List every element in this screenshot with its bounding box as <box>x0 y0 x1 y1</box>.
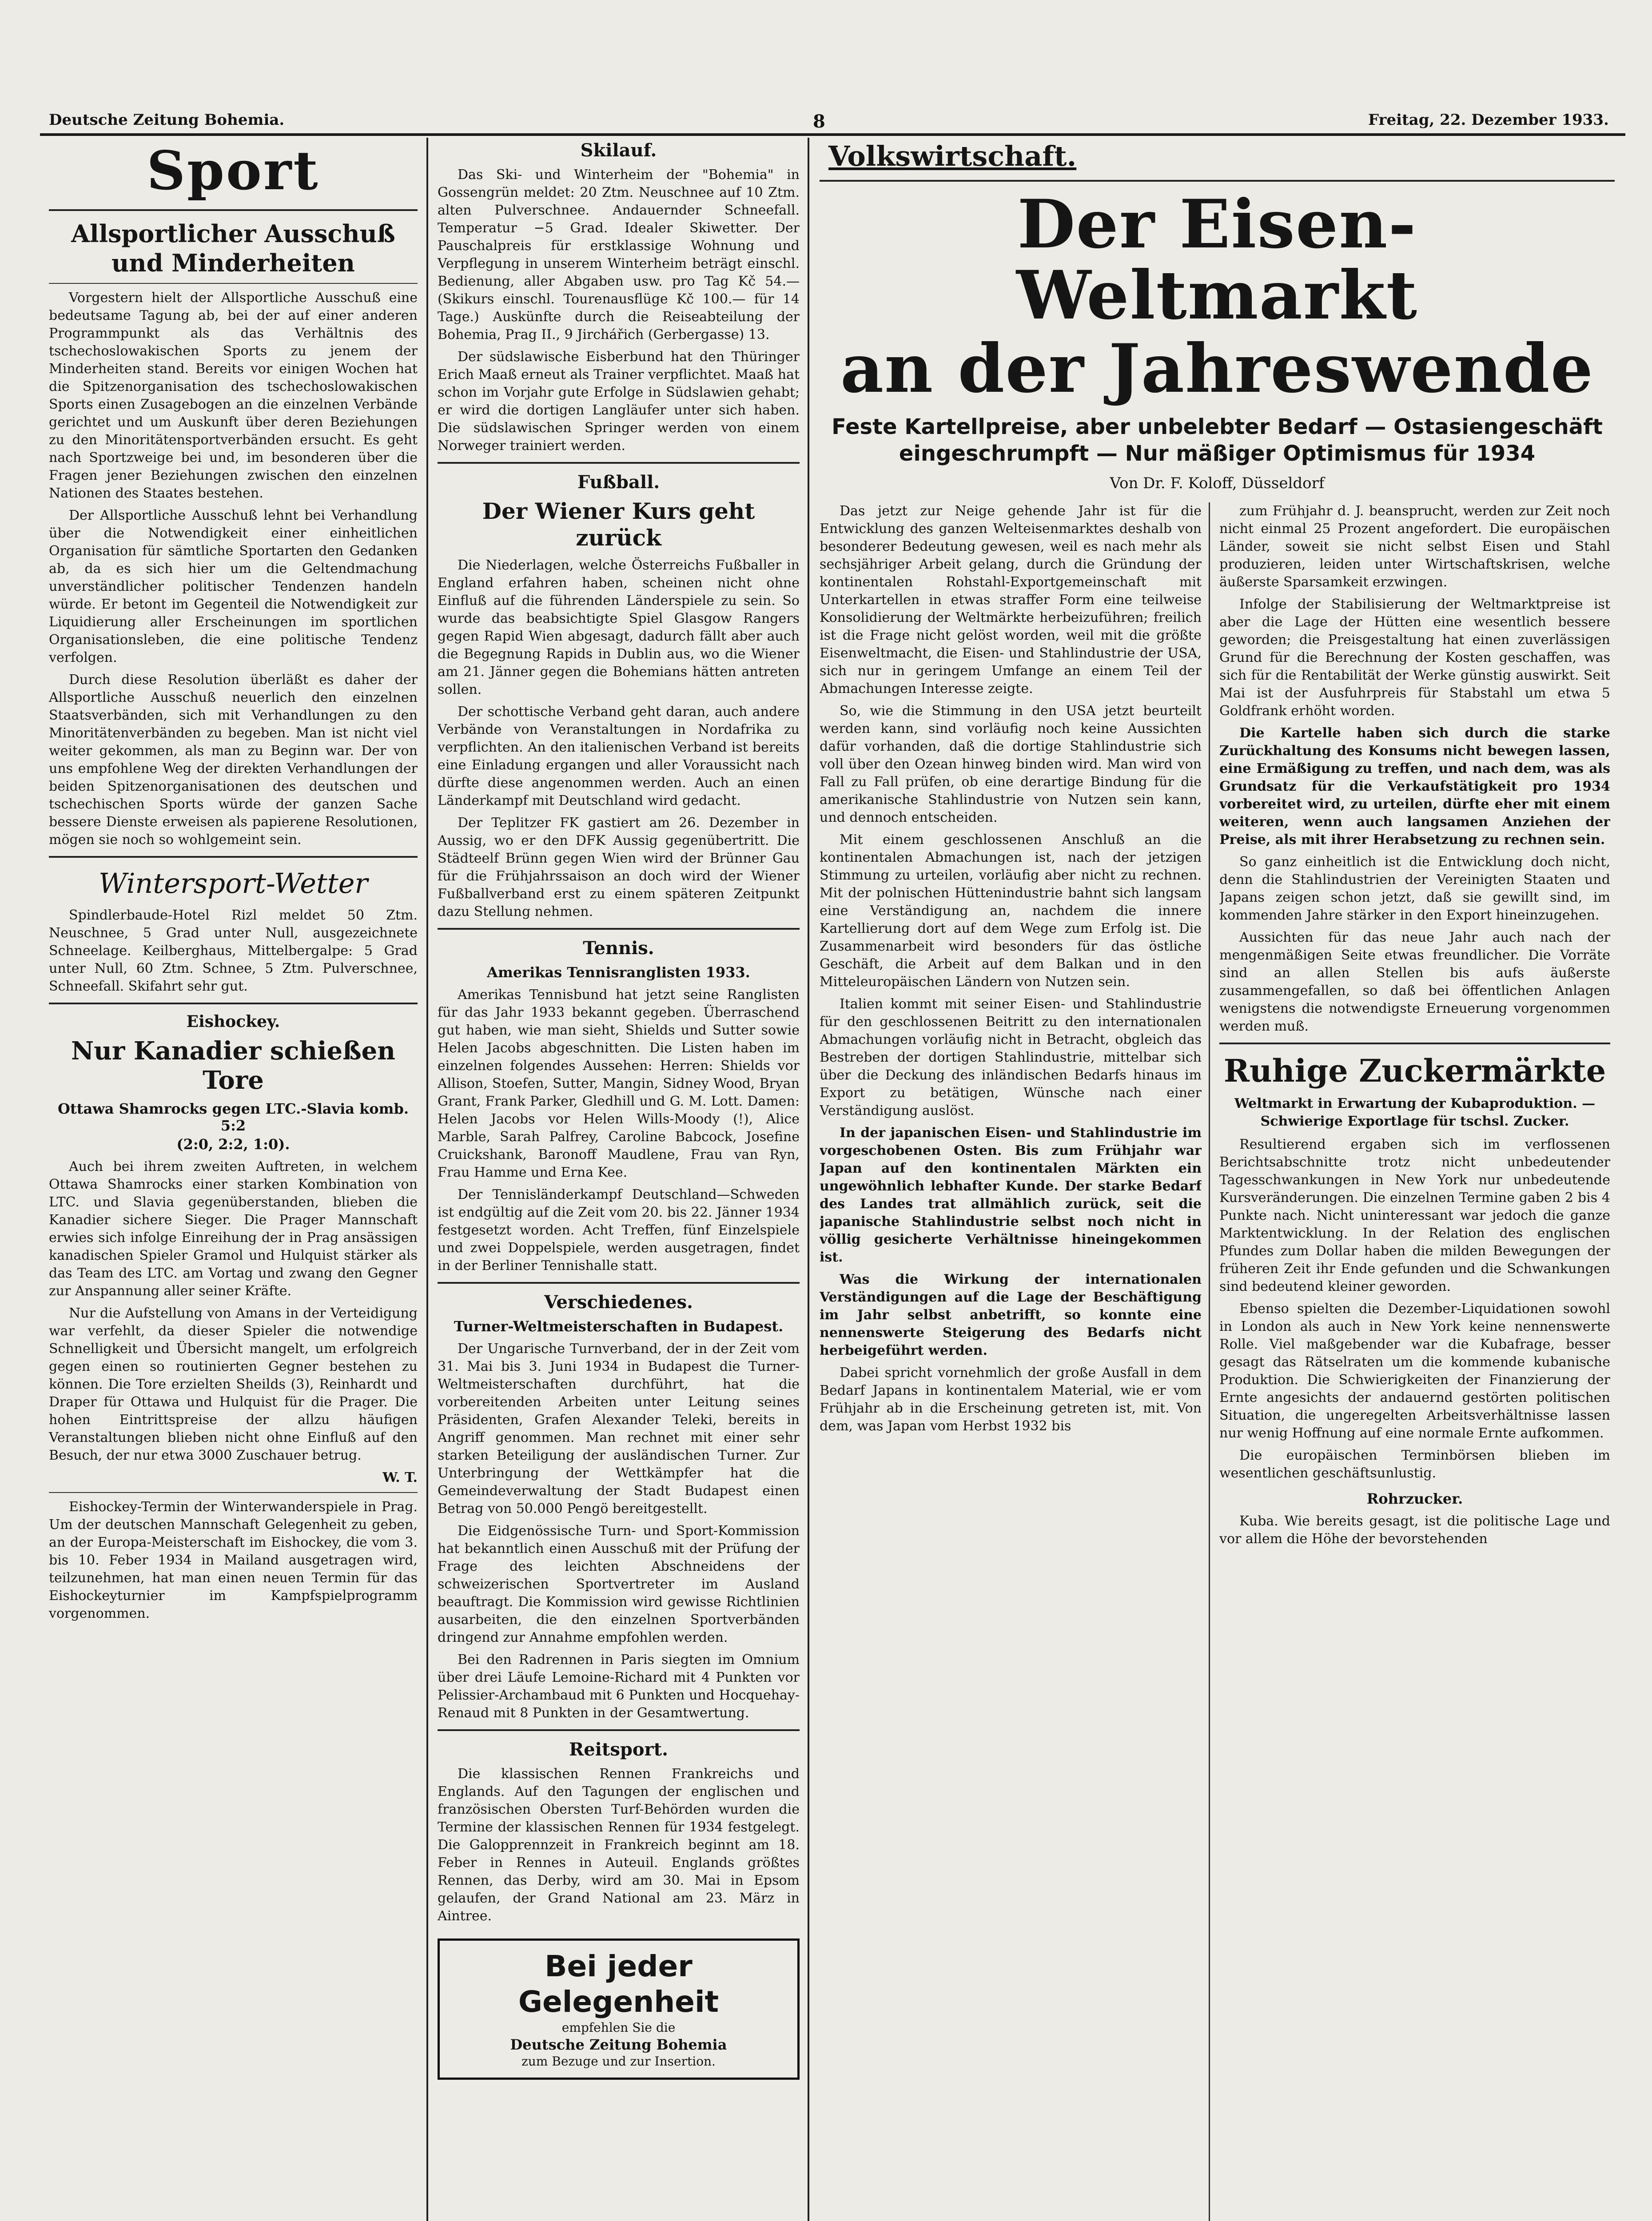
main-headline-line2: an der Jahreswende <box>840 330 1594 408</box>
article-paragraph: Die Kartelle haben sich durch die starke Zurückhaltung des Konsums nicht bewegen lassen, eine Ermäßigung zu treffen, und nach dem, was als Grundsatz für die Verkaufstätigkeit pro 1934 vorbereitet wird, zu urteilen, dürfte eher mit einem weiteren, wenn auch langsamen Anziehen der Preise, als mit ihrer Herabsetzung zu rechnen sein. <box>1219 725 1610 848</box>
paper-name-header: Deutsche Zeitung Bohemia. <box>49 111 285 129</box>
ad-headline: Bei jeder Gelegenheit <box>518 1949 719 2019</box>
divider <box>438 462 800 464</box>
divider <box>49 209 418 211</box>
economy-columns <box>820 502 1615 2221</box>
eishockey-termin: Eishockey-Termin der Winterwanderspiele in Prag. Um der deutschen Mannschaft Gelegenheit zu geben, an der Europa-Meisterschaft im Eishockey, die vom 3. bis 10. Feber 1934 in Mailand ausgetragen wird, teilzunehmen, hat man einen neuen Termin für das Eishockeyturnier im Kampfspielprogramm vorgenommen. <box>49 1499 418 1621</box>
article-paragraph: So ganz einheitlich ist die Entwicklung doch nicht, denn die Stahlindustrien der Vereinigten Staaten und Japans zeigen schon jetzt, daß sie gewillt sind, im kommenden Jahre stärker in den Export hineinzugehen. <box>1219 854 1610 923</box>
column-rule-1 <box>426 138 428 2221</box>
article-paragraph: So, wie die Stimmung in den USA jetzt beurteilt werden kann, sind vorläufig noch keine Aussichten dafür vorhanden, daß die dortige Stahlindustrie sich voll über den Ozean hinweg binden wird. Man wird von Fall zu Fall prüfen, ob eine derartige Bindung für die amerikanische Stahlindustrie von Nutzen sein kann, und dennoch entscheiden. <box>820 703 1202 825</box>
divider <box>820 180 1615 182</box>
article-signature: W. T. <box>382 1470 418 1485</box>
economy-section-title: Volkswirtschaft. <box>828 140 1077 172</box>
article-paragraph: Die europäischen Terminbörsen blieben im wesentlichen geschäftsunlustig. <box>1219 1448 1610 1481</box>
fussball-title: Fußball. <box>577 472 660 493</box>
article-paragraph: Das Ski- und Winterheim der "Bohemia" in Gossengrün meldet: 20 Ztm. Neuschnee auf 10 Ztm. alten Pulverschnee. Andauernder Schneefall. Temperatur −5 Grad. Idealer Skiwetter. Der Pauschalpreis für erstklassige Wohnung und Verpflegung in unserem Winterheim beträgt einschl. Bedienung, aller Abgaben usw. pro Tag Kč 54.— (Skikurs einschl. Tourenausflüge Kč 100.— für 14 Tage.) Auskünfte durch die Reiseabteilung der Bohemia, Prag II., 9 Jirchářich (Gerbergasse) 13. <box>438 167 800 342</box>
economy-subcolumn-1 <box>820 502 1202 2221</box>
ad-line: empfehlen Sie die <box>561 2020 676 2035</box>
page-number: 8 <box>813 111 825 132</box>
zucker-headline: Ruhige Zuckermärkte <box>1223 1052 1606 1089</box>
sport-section-title: Sport <box>147 139 320 202</box>
article-paragraph: Was die Wirkung der internationalen Verständigungen auf die Lage der Beschäftigung im Jahr selbst anbetrifft, so konnte eine nennenswerte Steigerung des Bedarfs nicht herbeigeführt werden. <box>820 1272 1202 1358</box>
tennis-title: Tennis. <box>583 938 654 959</box>
article-headline-ausschuss: Allsportlicher Ausschuß und Minderheiten <box>71 219 395 277</box>
column-rule-2 <box>808 138 809 2221</box>
sport-column-2 <box>438 140 800 2080</box>
eishockey-subline: Ottawa Shamrocks gegen LTC.-Slavia komb. 5:2 <box>58 1100 409 1134</box>
article-paragraph: Italien kommt mit seiner Eisen- und Stahlindustrie für den geschlossenen Beitritt zu den internationalen Abmachungen vorläufig nicht in Betracht, obgleich das Bestreben der dortigen Stahlindustrie, mittelbar sich über die Deckung des inländischen Bedarfs hinaus im Export zu betätigen, Wünsche nach einer Verständigung auslöst. <box>820 996 1202 1118</box>
tennis-headline: Amerikas Tennisranglisten 1933. <box>487 964 750 981</box>
header-rule <box>40 133 1625 136</box>
article-paragraph: In der japanischen Eisen- und Stahlindustrie im vorgeschobenen Osten. Bis zum Frühjahr war Japan auf den kontinentalen Märkten ein ungewöhnlich lebhafter Kunde. Der starke Bedarf des Landes trat allmählich zurück, seit die japanische Stahlindustrie selbst noch nicht in völlig gesicherte Verhältnisse hineingekommen ist. <box>820 1125 1202 1265</box>
article-paragraph: Die Eidgenössische Turn- und Sport-Kommission hat bekanntlich einen Ausschuß mit der Prüfung der Frage des leichten Abschneidens der schweizerischen Sportvertreter im Ausland beauftragt. Die Kommission wird gewisse Richtlinien ausarbeiten, die den einzelnen Sportverbänden dringend zur Annahme empfohlen werden. <box>438 1523 800 1645</box>
article-paragraph: Kuba. Wie bereits gesagt, ist die politische Lage und vor allem die Höhe der bevorstehenden <box>1219 1513 1610 1547</box>
eishockey-label: Eishockey. <box>186 1012 280 1031</box>
advertisement-box <box>438 1938 800 2080</box>
article-paragraph: Die Niederlagen, welche Österreichs Fußballer in England erfahren haben, scheinen nicht ohne Einfluß auf die führenden Länderspiele zu sein. So wurde das beabsichtigte Spiel Glasgow Rangers gegen Rapid Wien abgesagt, dadurch fällt aber auch die Begegnung Rapids in Dublin aus, wo die Wiener am 21. Jänner gegen die Bohemians hätten antreten sollen. <box>438 557 800 697</box>
article-paragraph: Der Ungarische Turnverband, der in der Zeit vom 31. Mai bis 3. Juni 1934 in Budapest die Turner-Weltmeisterschaften durchführt, hat die vorbereitenden Arbeiten unter Leitung seines Präsidenten, Grafen Alexander Teleki, bereits in Angriff genommen. Man rechnet mit einer sehr starken Beteiligung der ausländischen Turner. Zur Unterbringung der Wettkämpfer hat die Gemeindeverwaltung der Stadt Budapest einen Betrag von 50.000 Pengö bereitgestellt. <box>438 1341 800 1516</box>
article-paragraph: Amerikas Tennisbund hat jetzt seine Ranglisten für das Jahr 1933 bekannt gegeben. Überraschend gut haben, wie man sieht, Shields und Sutter sowie Helen Jacobs abgeschnitten. Die Listen haben im einzelnen folgendes Aussehen: Herren: Shields vor Allison, Stoefen, Sutter, Mangin, Sidney Wood, Bryan Grant, Frank Parker, Gledhill und G. M. Lott. Damen: Helen Jacobs vor Helen Wills-Moody (!), Alice Marble, Sarah Palfrey, Caroline Babcock, Josefine Cruickshank, Baronoff Maudlene, Frau van Ryn, Frau Hamme und Erna Kee. <box>438 987 800 1180</box>
article-paragraph: Dabei spricht vornehmlich der große Ausfall in dem Bedarf Japans in kontinentalem Material, wie er vom Frühjahr ab in die Erscheinung getreten ist, mit. Von dem, was Japan vom Herbst 1932 bis <box>820 1365 1202 1434</box>
article-paragraph: Der südslawische Eisberbund hat den Thüringer Erich Maaß erneut als Trainer verpflichtet. Maaß hat schon im Vorjahr gute Erfolge in Südslawien gehabt; er wird die dortigen Langläufer unter sich haben. Die südslawischen Springer werden von einem Norweger trainiert werden. <box>438 349 800 454</box>
divider <box>49 1492 418 1493</box>
article-paragraph: zum Frühjahr d. J. beansprucht, werden zur Zeit noch nicht einmal 25 Prozent angefordert. Die europäischen Länder, soweit sie nicht selbst Eisen und Stahl produzieren, leiden unter Wirtschaftskrisen, welche äußerste Sparsamkeit erzwingen. <box>1219 503 1610 590</box>
divider <box>49 283 418 284</box>
sport-column <box>49 140 418 1627</box>
divider <box>49 1003 418 1004</box>
article-paragraph: Infolge der Stabilisierung der Weltmarktpreise ist aber die Lage der Hütten eine wesentlich bessere geworden; die Preisgestaltung hat einen zuverlässigen Grund für die Berechnung der Kosten geschaffen, was sich für die Rentabilität der Werke günstig auswirkt. Seit Mai ist der Ausfuhrpreis für Stabstahl um etwa 5 Goldfrank erhöht worden. <box>1219 597 1610 719</box>
article-paragraph: Mit einem geschlossenen Anschluß an die kontinentalen Abmachungen ist, nach der jetzigen Stimmung zu urteilen, vorläufig aber nicht zu rechnen. Mit der polnischen Hüttenindustrie bahnt sich langsam eine Verständigung an, nachdem die innere Kartellierung dort auf dem Wege zum Erfolg ist. Die Zusammenarbeit wird besonders für das östliche Geschäft, die Arbeit auf dem Balkan und in den Mitteleuropäischen Ländern von Nutzen sein. <box>820 832 1202 990</box>
article-paragraph: Durch diese Resolution überläßt es daher der Allsportliche Ausschuß neuerlich den einzelnen Staatsverbänden, sich mit Verhandlungen zu den Minoritätenverbänden zu begeben. Man ist nicht viel weiter gekommen, als man zu Beginn war. Der von uns empfohlene Weg der direkten Verhandlungen der beiden Spitzenorganisationen des deutschen und tschechischen Sports würde der ganzen Sache bessere Dienste erweisen als papierene Resolutionen, mögen sie noch so wohlgemeint sein. <box>49 672 418 848</box>
article-paragraph: Das jetzt zur Neige gehende Jahr ist für die Entwicklung des ganzen Welteisenmarktes deshalb von besonderer Bedeutung gewesen, weil es nach mehr als sechsjähriger Arbeit gelang, durch die Gründung der kontinentalen Rohstahl-Exportgemeinschaft mit Unterkartellen in etwas straffer Form eine teilweise Konsolidierung der Weltmärkte herbeizuführen; freilich ist die Frage nicht gelöst worden, weil mit die größte Eisenweltmacht, die Eisen- und Stahlindustrie der USA, sich nur in geringem Umfange an einem Teil der Abmachungen Interesse zeigte. <box>820 503 1202 697</box>
economy-subcolumn-2 <box>1219 502 1610 2221</box>
divider <box>438 928 800 930</box>
divider <box>438 1729 800 1731</box>
article-paragraph: Der Allsportliche Ausschuß lehnt bei Verhandlung über die Notwendigkeit einer einheitlichen Organisation für sämtliche Sportarten den Gedanken ab, da es sich hier um die Geltendmachung unverständlicher politischer Tendenzen handeln würde. Er betont im Gegenteil die Notwendigkeit zur Liquidierung aller Erscheinungen im sportlichen Organisationsleben, die eine politische Tendenz verfolgen. <box>49 508 418 665</box>
wintersport-wetter-title: Wintersport-Wetter <box>98 867 368 900</box>
subheadline-line2: eingeschrumpft — Nur mäßiger Optimismus für 1934 <box>899 441 1536 466</box>
article-paragraph: Auch bei ihrem zweiten Auftreten, in welchem Ottawa Shamrocks einer starken Kombination von LTC. und Slavia gegenüberstanden, blieben die Kanadier sichere Sieger. Die Prager Mannschaft erwies sich infolge Einreihung der in Prag ansässigen kanadischen Spieler Gramol und Hulquist stärker als das Team des LTC. am Vortag und zwang den Gegner zur Anspannung aller seiner Kräfte. <box>49 1159 418 1299</box>
article-paragraph: Aussichten für das neue Jahr auch nach der mengenmäßigen Seite etwas freundlicher. Die Vorräte sind an allen Stellen bis aufs äußerste zusammengefallen, so daß bei öffentlichen Anlagen wenigstens die notwendigste Erneuerung vorgenommen werden muß. <box>1219 930 1610 1034</box>
article-paragraph: Der schottische Verband geht daran, auch andere Verbände von Veranstaltungen in Nordafrika zu verpflichten. An den italienischen Verband ist bereits eine Einladung ergangen und aller Voraussicht nach dürfte diese angenommen werden. Auch an einen Länderkampf mit Deutschland wird gedacht. <box>438 704 800 808</box>
article-paragraph: Der Tennisländerkampf Deutschland—Schweden ist endgültig auf die Zeit vom 20. bis 22. Jänner 1934 festgesetzt worden. Acht Treffen, fünf Einzelspiele und zwei Doppelspiele, werden ausgetragen, findet in der Berliner Tennishalle statt. <box>438 1187 800 1274</box>
column-rule-3 <box>1209 502 1210 2221</box>
economy-section <box>820 140 1615 2221</box>
article-paragraph: Ebenso spielten die Dezember-Liquidationen sowohl in London als auch in New York keine nennenswerte Rolle. Viel maßgebender war die Kubafrage, besser gesagt das Rätselraten um die kommende kubanische Produktion. Die Schwierigkeiten der Finanzierung der Ernte angesichts der andauernd gestörten politischen Situation, die ungeregelten Arbeitsverhältnisse lassen nur wenig Hoffnung auf eine normale Ernte aufkommen. <box>1219 1301 1610 1441</box>
wintersport-wetter-text: Spindlerbaude-Hotel Rizl meldet 50 Ztm. Neuschnee, 5 Grad unter Null, ausgezeichnete Schneelage. Keilberghaus, Mittelbergalpe: 5 Grad unter Null, 60 Ztm. Schnee, 5 Ztm. Pulverschnee, Schneefall. Skifahrt sehr gut. <box>49 908 418 994</box>
ad-line: Deutsche Zeitung Bohemia <box>510 2036 727 2053</box>
fussball-headline: Der Wiener Kurs geht zurück <box>482 498 755 551</box>
article-paragraph: Resultierend ergaben sich im verflossenen Berichtsabschnitte trotz nicht unbedeutender Tagesschwankungen in New York nur unbedeutende Kursveränderungen. Die einzelnen Termine gaben 2 bis 4 Punkte nach. Nicht uninteressant war jedoch die ganze Marktentwicklung. In der Relation des englischen Pfundes zum Dollar haben die milden Bewegungen der früheren Zeit ihr Ende gefunden und die Schwankungen sind bedeutend kleiner geworden. <box>1219 1137 1610 1294</box>
issue-date: Freitag, 22. Dezember 1933. <box>1368 111 1609 129</box>
article-paragraph: Nur die Aufstellung von Amans in der Verteidigung war verfehlt, da dieser Spieler die notwendige Schnelligkeit und Übersicht mangelt, um erfolgreich gegen einen so routinierten Gegner bestehen zu können. Die Tore erzielten Sheilds (3), Reinhardt und Draper für Ottawa und Hulquist für die Prager. Die hohen Eintrittspreise der allzu häufigen Veranstaltungen blieben nicht ohne Einfluß auf den Besuch, der nur etwa 3000 Zuschauer betrug. <box>49 1306 418 1463</box>
article-paragraph: Vorgestern hielt der Allsportliche Ausschuß eine bedeutsame Tagung ab, bei der auf einer anderen Programmpunkt als das Verhältnis des tschechoslowakischen Sports zu jenem der Minderheiten stand. Bereits vor einigen Wochen hat die Spitzenorganisation des tschechoslowakischen Sports einen Zusagebogen an die einzelnen Verbände gerichtet und um Auskunft über deren Beziehungen zu den Minoritätensportverbänden ersucht. Es geht nach Sportzweige bei und, im besonderen über die Fragen jener Beziehungen zwischen den einzelnen Nationen des Staates bestehen. <box>49 290 418 501</box>
article-paragraph: Bei den Radrennen in Paris siegten im Omnium über drei Läufe Lemoine-Richard mit 4 Punkten vor Pelissier-Archambaud mit 6 Punkten und Hocquehay-Renaud mit 8 Punkten in der Gesamtwertung. <box>438 1652 800 1721</box>
reitsport-title: Reitsport. <box>569 1739 668 1760</box>
subheadline-line1: Feste Kartellpreise, aber unbelebter Bedarf — Ostasiengeschäft <box>832 414 1603 439</box>
article-paragraph: Die klassischen Rennen Frankreichs und Englands. Auf den Tagungen der englischen und französischen Obersten Turf-Behörden wurden die Termine der klassischen Rennen für 1934 festgelegt. Die Galopprennzeit in Frankreich beginnt am 18. Feber in Rennes in Auteuil. Englands größtes Rennen, das Derby, wird am 30. Mai in Epsom gelaufen, der Grand National am 23. März in Aintree. <box>438 1766 800 1924</box>
rohrzucker-label: Rohrzucker. <box>1366 1490 1463 1507</box>
divider <box>49 856 418 858</box>
article-paragraph: Der Teplitzer FK gastiert am 26. Dezember in Aussig, wo er den DFK Aussig gegenübertritt. Die Städteelf Brünn gegen Wien wird der Brünner Gau für die Frühjahrssaison an doch wird der Wiener Fußballverband erst zu einem späteren Zeitpunkt dazu Stellung nehmen. <box>438 815 800 919</box>
divider <box>438 1282 800 1284</box>
zucker-subline: Weltmarkt in Erwartung der Kubaproduktion. — Schwierige Exportlage für tschsl. Zucker. <box>1234 1096 1596 1129</box>
verschiedenes-headline: Turner-Weltmeisterschaften in Budapest. <box>454 1318 784 1335</box>
divider <box>1219 1043 1610 1044</box>
eishockey-score: (2:0, 2:2, 1:0). <box>176 1136 290 1153</box>
verschiedenes-title: Verschiedenes. <box>544 1292 693 1313</box>
eishockey-headline: Nur Kanadier schießen Tore <box>71 1036 396 1095</box>
skilauf-title: Skilauf. <box>580 140 657 161</box>
ad-line: zum Bezuge und zur Insertion. <box>521 2054 716 2069</box>
main-headline-line1: Der Eisen-Weltmarkt <box>1016 185 1418 334</box>
byline: Von Dr. F. Koloff, Düsseldorf <box>1110 474 1325 492</box>
